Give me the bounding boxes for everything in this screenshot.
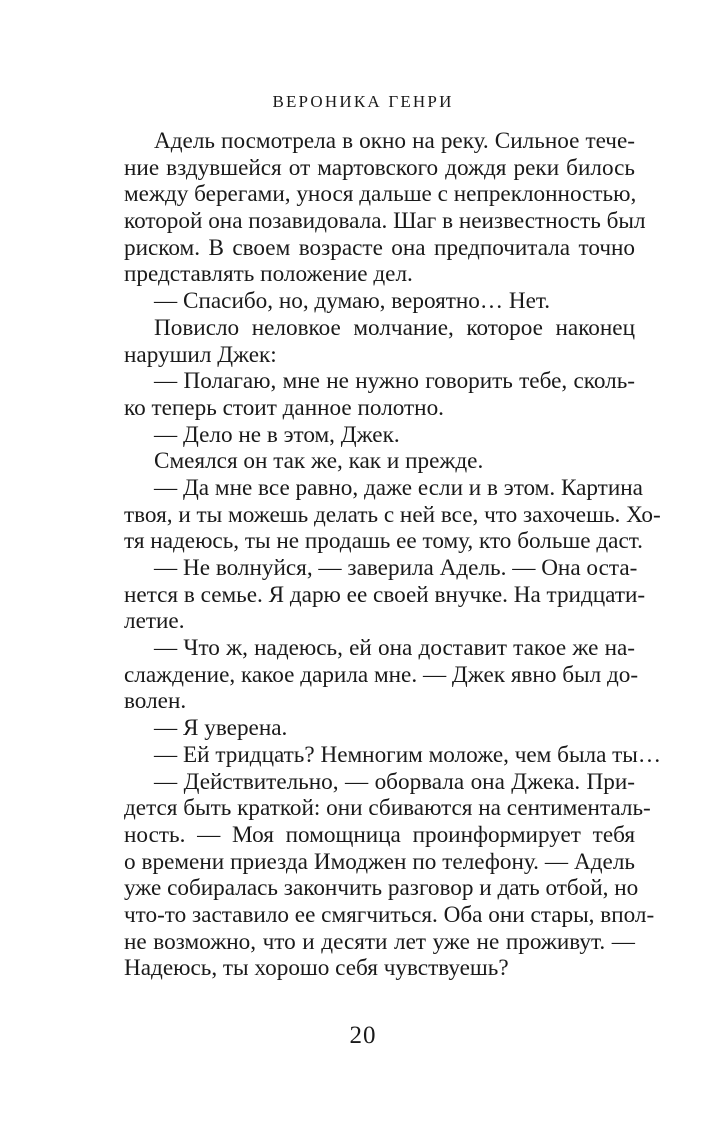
running-head: ВЕРОНИКА ГЕНРИ: [272, 92, 454, 111]
text-line: — Да мне все равно, даже если и в этом. Картина: [154, 474, 643, 501]
text-line: нется в семье. Я дарю ее своей внучке. На тридцати-: [124, 581, 646, 608]
text-line: — Дело не в этом, Джек.: [154, 421, 400, 448]
body-text: [124, 128, 662, 982]
text-line: нарушил Джек:: [124, 341, 277, 368]
text-line: уже собиралась закончить разговор и дать отбой, но: [124, 875, 639, 902]
text-line: волен.: [124, 688, 187, 715]
text-line: — Действительно, — оборвала она Джека. При-: [154, 768, 635, 795]
text-line: ние вздувшейся от мартовского дождя реки билось: [124, 154, 635, 181]
text-line: — Ей тридцать? Немногим моложе, чем была ты…: [154, 741, 662, 768]
text-line: тя надеюсь, ты не продашь ее тому, кто больше даст.: [124, 528, 643, 555]
text-line: слаждение, какое дарила мне. — Джек явно был до-: [124, 661, 639, 688]
text-line: — Что ж, надеюсь, ей она доставит такое же на-: [154, 635, 635, 662]
text-line: — Не волнуйся, — заверила Адель. — Она оста-: [154, 555, 638, 581]
text-line: Адель посмотрела в окно на реку. Сильное тече-: [154, 128, 635, 154]
text-line: — Спасибо, но, думаю, вероятно… Нет.: [154, 288, 551, 315]
text-line: представлять положение дел.: [124, 261, 413, 288]
text-line: которой она позавидовала. Шаг в неизвестность был: [124, 208, 646, 235]
text-line: летие.: [124, 608, 185, 635]
text-line: ность. — Моя помощница проинформирует тебя: [124, 821, 635, 848]
text-line: о времени приезда Имоджен по телефону. — Адель: [124, 848, 635, 875]
text-line: Надеюсь, ты хорошо себя чувствуешь?: [124, 955, 509, 982]
text-line: ко теперь стоит данное полотно.: [124, 394, 444, 421]
text-line: Смеялся он так же, как и прежде.: [154, 448, 484, 475]
text-line: дется быть краткой: они сбиваются на сентименталь-: [124, 795, 651, 822]
text-line: — Я уверена.: [154, 715, 288, 742]
text-line: твоя, и ты можешь делать с ней все, что захочешь. Хо-: [124, 501, 661, 528]
text-line: Повисло неловкое молчание, которое наконец: [154, 314, 635, 341]
text-line: риском. В своем возрасте она предпочитала точно: [124, 234, 635, 261]
text-line: между берегами, унося дальше с непреклонностью,: [124, 181, 637, 208]
text-line: — Полагаю, мне не нужно говорить тебе, сколь-: [154, 368, 635, 395]
text-line: не возможно, что и десяти лет уже не проживут. —: [124, 928, 635, 955]
text-line: что-то заставило ее смягчиться. Оба они стары, впол-: [124, 901, 655, 928]
page-number: 20: [349, 1022, 377, 1049]
